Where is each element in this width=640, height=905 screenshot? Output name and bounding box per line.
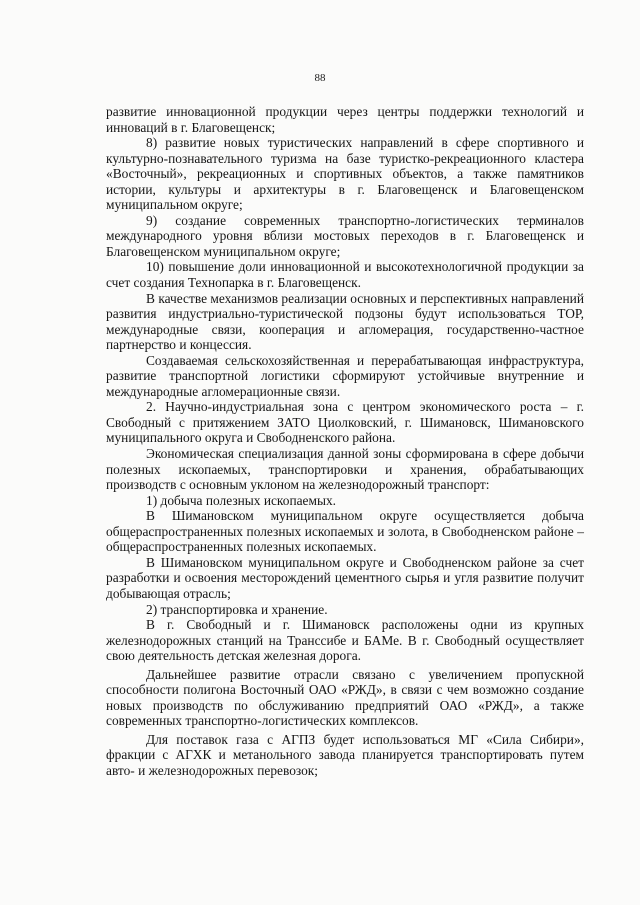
paragraph-innovation-continuation: развитие инновационной продукции через центры поддержки технологий и инноваций в г. Благовещенск; — [106, 104, 584, 135]
paragraph-item-8: 8) развитие новых туристических направлений в сфере спортивного и культурно-познавательного туризма на базе туристко-рекреационного кластера «Восточный», рекреационных и спортивных объектов, а также памятников истории, культуры и архитектуры в г. Благовещенск и Благовещенском муниципальном округе; — [106, 135, 584, 213]
paragraph-gas-supply: Для поставок газа с АГПЗ будет использоваться МГ «Сила Сибири», фракции с АГХК и метанольного завода планируется транспортировать путем авто- и железнодорожных перевозок; — [106, 731, 584, 778]
paragraph-transport-heading: 2) транспортировка и хранение. — [146, 601, 328, 617]
paragraph-specialization: Экономическая специализация данной зоны сформирована в сфере добычи полезных ископаемых, транспортировки и хранения, обрабатывающих производств с основным уклоном на железнодорожный транспорт: — [106, 446, 584, 493]
paragraph-mining-development: В Шимановском муниципальном округе и Свободненском районе за счет разработки и освоения месторождений цементного сырья и угля развитие получит добывающая отрасль; — [106, 554, 584, 601]
paragraph-mining-shimanovsk: В Шимановском муниципальном округе осуществляется добыча общераспространенных полезных ископаемых и золота, в Свободненском районе – общераспространенных полезных ископаемых. — [106, 508, 584, 555]
paragraph-infrastructure: Создаваемая сельскохозяйственная и перерабатывающая инфраструктура, развитие транспортной логистики сформируют устойчивые внутренние и международные агломерационные связи. — [106, 352, 584, 399]
paragraph-mining-heading: 1) добыча полезных ископаемых. — [146, 492, 337, 508]
paragraph-mechanisms: В качестве механизмов реализации основных и перспективных направлений развития индустриально-туристической подзоны будут использоваться ТОР, международные связи, кооперация и агломерация, государственно-частное партнерство и концессия. — [106, 290, 584, 353]
paragraph-rzd-development: Дальнейшее развитие отрасли связано с увеличением пропускной способности полигона Восточный ОАО «РЖД», в связи с чем возможно создание новых производств по обслуживанию предприятий ОАО «РЖД», а также современных транспортно-логистических комплексов. — [106, 666, 584, 729]
paragraph-item-10: 10) повышение доли инновационной и высокотехнологичной продукции за счет создания Технопарка в г. Благовещенск. — [106, 259, 584, 291]
paragraph-zone-2: 2. Научно-индустриальная зона с центром экономического роста – г. Свободный с притяжением ЗАТО Циолковский, г. Шимановск, Шимановского муниципального округа и Свободненского района. — [106, 399, 584, 446]
paragraph-railway-stations: В г. Свободный и г. Шимановск расположены одни из крупных железнодорожных станций на Транссибе и БАМе. В г. Свободный осуществляет свою деятельность детская железная дорога. — [106, 617, 584, 664]
paragraph-item-9: 9) создание современных транспортно-логистических терминалов международного уровня вблизи мостовых переходов в г. Благовещенск и Благовещенском муниципальном округе; — [106, 212, 584, 259]
document-body — [106, 104, 584, 779]
page-number: 88 — [314, 72, 326, 84]
